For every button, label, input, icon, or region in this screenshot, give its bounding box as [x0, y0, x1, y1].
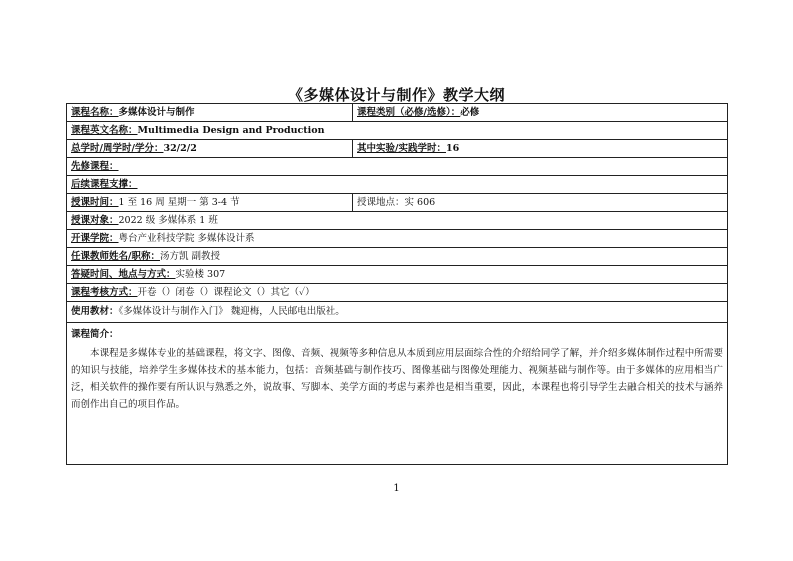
audience-value: 2022 级 多媒体系 1 班 — [118, 214, 218, 226]
college-label: 开课学院： — [71, 232, 119, 244]
page-number: 1 — [393, 483, 400, 494]
course-name-cell — [67, 104, 353, 122]
teacher-label: 任课教师姓名/职称： — [71, 250, 160, 262]
textbook-label: 使用教材： — [71, 306, 119, 317]
table-row — [67, 140, 728, 158]
textbook-cell — [67, 302, 728, 323]
table-row — [67, 104, 728, 122]
followup-label: 后续课程支撑： — [71, 178, 138, 190]
course-type-label: 课程类别（必修/选修）： — [357, 106, 461, 118]
course-name-label: 课程名称： — [71, 106, 119, 118]
followup-cell — [67, 176, 728, 194]
teach-time-value: 1 至 16 周 星期一 第 3-4 节 — [118, 196, 240, 208]
course-type-value: 必修 — [460, 106, 480, 118]
table-row — [67, 122, 728, 140]
course-type-cell — [353, 104, 728, 122]
office-cell — [67, 266, 728, 284]
assessment-value: 开卷（）闭卷（）课程论文（）其它（✓） — [137, 286, 315, 298]
college-cell — [67, 230, 728, 248]
english-name-cell — [67, 122, 728, 140]
audience-cell — [67, 212, 728, 230]
teacher-cell — [67, 248, 728, 266]
syllabus-table — [66, 103, 728, 465]
office-label: 答疑时间、地点与方式： — [71, 268, 176, 280]
teach-time-label: 授课时间： — [71, 196, 119, 208]
teach-place-value: 实 606 — [404, 196, 436, 208]
intro-text: 本课程是多媒体专业的基础课程，将文字、图像、音频、视频等多种信息从本质到应用层面综合性的介绍给同学了解，并介绍多媒体制作过程中所需要的知识与技能，培养学生多媒体技术的基本能力，包括：音频基础与制作技巧、图像基础与图像处理能力、视频基础与制作等。由于多媒体的应用相当广泛，相关软件的操作要有所认识与熟悉之外，说故事、写脚本、美学方面的考虑与素养也是相当重要，因此，本课程也将引导学生去融合相关的技术与涵养而创作出自己的项目作品。 — [71, 348, 723, 410]
office-value: 实验楼 307 — [175, 268, 226, 280]
intro-label: 课程简介： — [71, 329, 119, 340]
table-row — [67, 266, 728, 284]
table-row — [67, 176, 728, 194]
table-row — [67, 194, 728, 212]
hours-label: 总学时/周学时/学分： — [71, 142, 164, 154]
document-title: 《多媒体设计与制作》教学大纲 — [287, 86, 505, 104]
teacher-value: 汤方凯 副教授 — [159, 250, 221, 262]
lab-hours-cell — [353, 140, 728, 158]
english-name-value: Multimedia Design and Production — [137, 124, 325, 136]
hours-value: 32/2/2 — [163, 142, 197, 154]
lab-hours-label: 其中实验/实践学时： — [357, 142, 446, 154]
table-row — [67, 230, 728, 248]
table-row — [67, 323, 728, 465]
english-name-label: 课程英文名称： — [71, 124, 138, 136]
audience-label: 授课对象： — [71, 214, 119, 226]
prereq-label: 先修课程： — [71, 160, 119, 172]
textbook-value: 《多媒体设计与制作入门》 魏迎梅，人民邮电出版社。 — [118, 306, 345, 317]
assessment-cell — [67, 284, 728, 302]
lab-hours-value: 16 — [445, 142, 460, 154]
table-row — [67, 248, 728, 266]
teach-time-cell — [67, 194, 353, 212]
teach-place-label: 授课地点： — [357, 196, 405, 208]
table-row — [67, 212, 728, 230]
intro-cell — [67, 323, 728, 465]
table-row — [67, 284, 728, 302]
table-row — [67, 158, 728, 176]
prereq-cell — [67, 158, 728, 176]
college-value: 粤台产业科技学院 多媒体设计系 — [118, 232, 255, 244]
teach-place-cell — [353, 194, 728, 212]
hours-cell — [67, 140, 353, 158]
course-name-value: 多媒体设计与制作 — [118, 106, 195, 118]
table-row — [67, 302, 728, 323]
assessment-label: 课程考核方式： — [71, 286, 138, 298]
